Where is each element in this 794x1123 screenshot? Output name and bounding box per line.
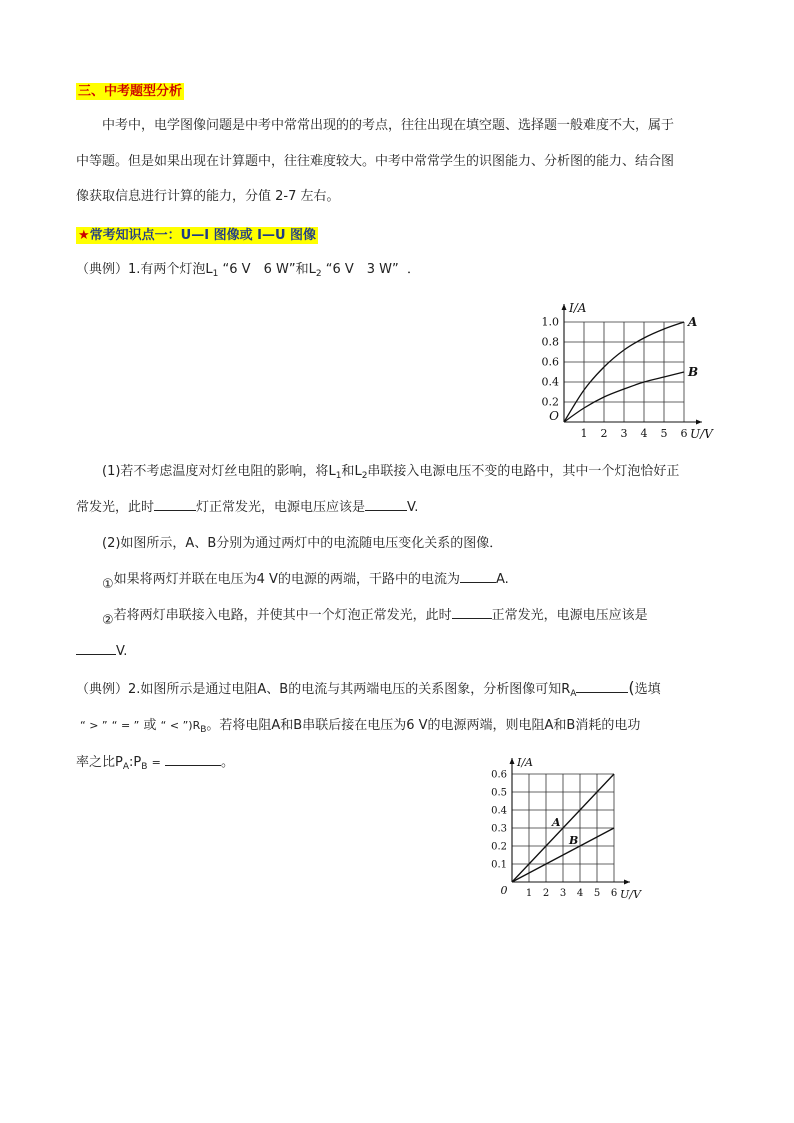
q1-sub2-text-a: 若将两灯串联接入电路，并使其中一个灯泡正常发光，此时	[113, 608, 452, 623]
y-tick-label: 1.0	[541, 315, 559, 329]
intro-line-2: 中等题。但是如果出现在计算题中，往往难度较大。中考中常常学生的识图能力、分析图的能力、结合图	[76, 154, 675, 169]
rb-symbol: R	[192, 719, 201, 732]
y-axis-label: I/A	[517, 756, 533, 769]
q1-sub2-text-b: 正常发光，电源电压应该是	[491, 608, 648, 623]
x-tick-label: 2	[542, 888, 550, 899]
x-axis-label: U/V	[690, 427, 713, 441]
x-tick-label: 4	[576, 888, 584, 899]
q1-sub2-unit: V.	[116, 644, 128, 659]
x-tick-label: 6	[610, 888, 618, 899]
q1-sub1-text: 如果将两灯并联在电压为4 V的电源的两端，干路中的电流为	[113, 572, 460, 587]
chart-1-lamp-iu	[536, 292, 726, 442]
lamp-l1-ref-sub: 1	[335, 471, 342, 481]
answer-blank-voltage[interactable]	[365, 498, 407, 511]
circled-one-marker: ①	[102, 577, 114, 592]
x-axis-arrow-icon	[696, 420, 702, 425]
rb-subscript: B	[200, 725, 207, 735]
q1-part1-line2-a: 常发光，此时	[76, 500, 155, 515]
series-label-b: B	[569, 834, 579, 847]
q2-select-hint: 选填	[634, 682, 661, 697]
chart-2-resistor-iu	[478, 746, 648, 904]
q1-end-mark: ．	[407, 262, 421, 277]
q1-part2-number: (2)	[102, 536, 121, 551]
answer-blank-voltage-2[interactable]	[76, 642, 116, 655]
q2-period: 。	[220, 755, 234, 770]
q1-part1-text-b: 串联接入电源电压不变的电路中，其中一个灯泡恰好正	[367, 464, 680, 479]
lamp-l1-symbol: L	[205, 262, 213, 277]
x-tick-label: 4	[640, 427, 648, 440]
y-tick-label: 0.4	[541, 375, 559, 389]
q1-part2-line	[102, 534, 502, 554]
lamp-l2-subscript: 2	[315, 269, 322, 279]
x-tick-label: 6	[680, 427, 688, 440]
q1-prefix: （典例）1.有两个灯泡	[76, 262, 206, 277]
q2-equals: =	[151, 756, 161, 769]
answer-blank-lamp-2[interactable]	[452, 606, 492, 619]
answer-blank-power-ratio[interactable]	[165, 753, 221, 766]
q2-line2	[80, 716, 640, 740]
lamp-l1-subscript: 1	[212, 269, 219, 279]
pb-symbol: P	[133, 755, 142, 770]
y-axis-arrow-icon	[510, 758, 515, 764]
series-label-a: A	[688, 315, 698, 329]
ra-subscript: A	[570, 689, 577, 699]
circled-two-marker: ②	[102, 613, 114, 628]
intro-line-1: 中考中，电学图像问题是中考中常常出现的的考点，往往出现在填空题、选择题一般难度不大，属于	[102, 118, 675, 133]
x-tick-label: 2	[600, 427, 608, 440]
y-axis-arrow-icon	[562, 304, 567, 310]
y-tick-label: 0.4	[491, 805, 507, 817]
q1-part1-line2	[76, 498, 418, 518]
q2-paren-close: )	[188, 719, 193, 732]
x-tick-label: 5	[660, 427, 668, 440]
lamp-l2-spec: “6 V 3 W”	[325, 262, 399, 277]
q1-sub1-line	[102, 570, 509, 590]
star-icon: ★	[78, 228, 90, 243]
q2-colon: :	[129, 755, 134, 770]
origin-label: O	[549, 409, 559, 423]
answer-blank-lamp[interactable]	[154, 498, 196, 511]
option-less: “ < ”	[160, 719, 189, 732]
origin-label: 0	[500, 884, 508, 897]
y-axis-label: I/A	[569, 301, 587, 315]
option-equal: “ = ”	[111, 719, 140, 732]
q1-part1-number: (1)	[102, 464, 121, 479]
x-tick-label: 3	[620, 427, 628, 440]
option-greater: “ > ”	[80, 719, 108, 732]
knowledge-point-title: 常考知识点一：U—I 图像或 I—U 图像	[89, 228, 317, 243]
y-tick-label: 0.5	[491, 787, 507, 799]
q1-sub1-unit: A.	[495, 572, 509, 587]
q1-part1-and: 和	[341, 464, 355, 479]
section-title-text: 三、中考题型分析	[78, 84, 183, 99]
y-tick-label: 0.2	[491, 841, 507, 853]
q1-part1-line2-b: 灯正常发光，电源电压应该是	[196, 500, 366, 515]
q2-line1	[76, 678, 661, 704]
lamp-l2-symbol: L	[308, 262, 316, 277]
q1-and: 和	[295, 262, 309, 277]
x-axis-label: U/V	[620, 888, 641, 901]
series-label-b: B	[688, 365, 699, 379]
q1-sub2-line	[102, 606, 648, 626]
y-tick-label: 0.8	[541, 335, 559, 349]
x-axis-arrow-icon	[624, 880, 630, 885]
q2-line3	[76, 753, 234, 777]
intro-line-3: 像获取信息进行计算的能力，分值 2-7 左右。	[76, 189, 340, 204]
y-tick-label: 0.6	[541, 355, 559, 369]
y-tick-label: 0.6	[491, 769, 507, 781]
pb-subscript: B	[141, 762, 148, 772]
lamp-l1-spec: “6 V 6 W”	[222, 262, 296, 277]
q2-text-a: （典例）2.如图所示是通过电阻A、B的电流与其两端电压的关系图象，分析图像可知R	[76, 682, 571, 697]
lamp-l2-ref: L	[354, 464, 362, 479]
q1-stem	[76, 260, 420, 284]
pa-subscript: A	[122, 762, 130, 772]
q1-part2-text: 如图所示，A、B分别为通过两灯中的电流随电压变化关系的图像．	[120, 536, 503, 551]
knowledge-point-label	[76, 227, 318, 244]
y-tick-label: 0.3	[491, 823, 507, 835]
y-tick-label: 0.1	[491, 859, 507, 871]
q1-part1-line2-c: V.	[407, 500, 419, 515]
q2-paren-open: (	[628, 678, 635, 697]
knowledge-point-heading	[76, 224, 318, 243]
q2-or: 或	[143, 718, 157, 733]
q2-text-b: 。若将电阻A和B串联后接在电压为6 V的电源两端，则电阻A和B消耗的电功	[206, 718, 641, 733]
lamp-l1-ref: L	[328, 464, 336, 479]
x-tick-label: 5	[593, 888, 601, 899]
section-title	[76, 80, 184, 99]
answer-blank-compare[interactable]	[576, 680, 628, 693]
x-tick-label: 3	[559, 888, 567, 899]
y-tick-label: 0.2	[541, 395, 559, 409]
q2-text-c: 率之比P	[76, 755, 123, 770]
lamp-l2-ref-sub: 2	[361, 471, 368, 481]
q1-part1-text-a: 若不考虑温度对灯丝电阻的影响，将	[120, 464, 329, 479]
answer-blank-current[interactable]	[460, 570, 496, 583]
x-tick-label: 1	[580, 427, 588, 440]
series-label-a: A	[552, 816, 561, 829]
x-tick-label: 1	[525, 888, 533, 899]
q1-sub2-line2	[76, 642, 127, 662]
q1-part1-line1	[102, 462, 679, 486]
